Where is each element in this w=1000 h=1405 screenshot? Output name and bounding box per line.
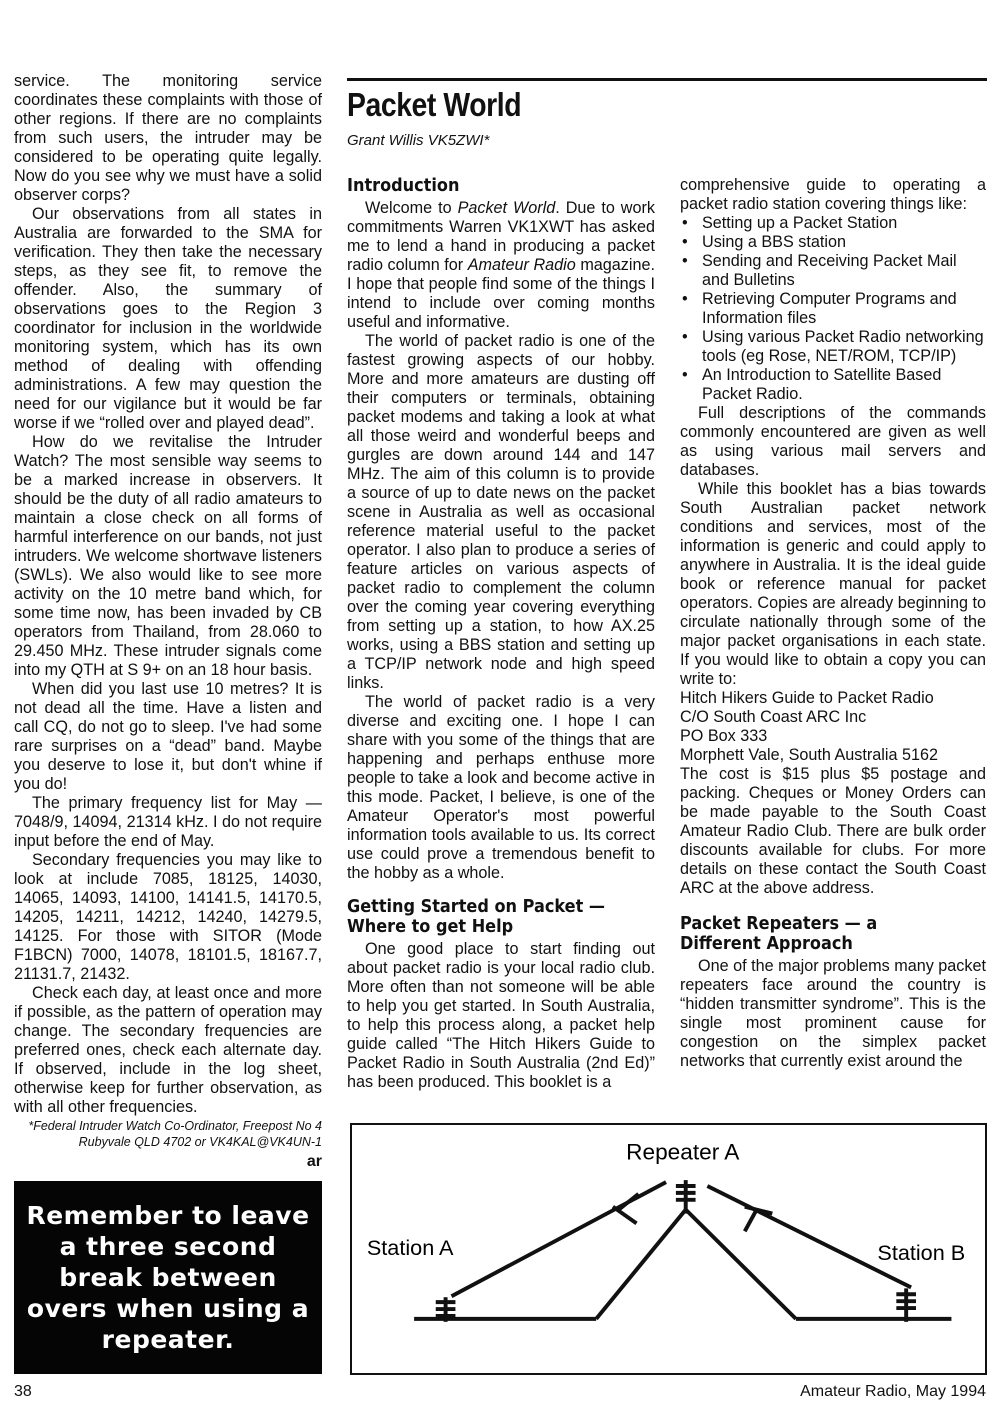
article-title: Packet World (347, 86, 522, 123)
column-intruder-watch (14, 72, 322, 1171)
footnote-line: Rubyvale QLD 4702 or VK4KAL@VK4UN-1 (78, 1135, 322, 1149)
page-number: 38 (14, 1383, 32, 1400)
paragraph: Full descriptions of the commands commonly encountered are given as well as using various mail servers and databases. (680, 404, 986, 479)
signal-path-b (707, 1186, 911, 1287)
address-line: C/O South Coast ARC Inc (680, 708, 867, 726)
sign-off: ar (306, 1153, 322, 1170)
ground-line (596, 1210, 686, 1319)
paragraph: The world of packet radio is a very diverse and exciting one. I hope I can share with you some of the things that are happening and perhaps enthuse more people to take a look and become active in this mode. Packet, I believe, is one of the Amateur Operator's most powerful information tools available to us. Its correct use could prove a tremendous benefit to the hobby as a whole. (347, 693, 655, 882)
paragraph: Secondary frequencies you may like to look at include 7085, 18125, 14030, 14065, 14093, 14100, 14141.5, 14170.5, 14205, 14211, 14212, 14240, 14279.5, 14125. For those with SITOR (Mode F1BCN) 7000, 14078, 18101.5, 18167.7, 21131.7, 21432. (14, 851, 322, 983)
diagram-svg (352, 1125, 985, 1373)
address-line: PO Box 333 (680, 727, 768, 745)
footnote-line: *Federal Intruder Watch Co-Ordinator, Freepost No 4 (28, 1119, 322, 1133)
list-item: • Using a BBS station (680, 233, 986, 252)
hidden-transmitter-diagram (350, 1123, 987, 1375)
publication-footer: Amateur Radio, May 1994 (800, 1383, 986, 1400)
article-byline: Grant Willis VK5ZWI* (347, 132, 490, 149)
list-item: • An Introduction to Satellite Based Packet Radio. (680, 366, 986, 404)
paragraph: Our observations from all states in Australia are forwarded to the SMA for verification. They then take the necessary steps, as they see fit, to remove the offender. Also, the summary of observations goes to the Region 3 coordinator for inclusion in the worldwide monitoring system, which has its own method of dealing with offending administrations. A few may question the need for our vigilance but it would be far worse if we “rolled over and played dead”. (14, 205, 322, 432)
paragraph: Welcome to Packet World. Due to work commitments Warren VK1XWT has asked me to lend a hand in producing a packet radio column for Amateur Radio magazine. I hope that people find some of the things I intend to include over coming months useful and informative. (347, 199, 656, 331)
section-heading-introduction: Introduction (347, 176, 460, 196)
reminder-box (14, 1181, 322, 1374)
paragraph: How do we revitalise the Intruder Watch? The most sensible way seems to be a marked increase in observers. It should be the duty of all radio amateurs to maintain a close check on all forms of harmful interference on our bands, not just intruders. We welcome shortwave listeners (SWLs). We also would like to see more activity on the 10 metre band which, for some time now, has been invaded by CB operators from Thailand, from 28.060 to 29.450 MHz. These intruder signals come into my QTH at S 9+ on an 18 hour basis. (14, 433, 322, 679)
mailing-address (680, 689, 986, 765)
title-rule (347, 78, 987, 81)
paragraph: The world of packet radio is one of the fastest growing aspects of our hobby. More and more amateurs are dusting off their computers or terminals, obtaining packet modems and taking a look at what all those weird and wonderful beeps and gurgles are down around 144 and 147 MHz. The aim of this column is to provide a source of up to date news on the packet scene in Australia as well as occasional reference material useful to the packet operator. I also plan to produce a series of feature articles on various aspects of packet radio to complement the column over the coming year covering everything from setting up a station, to how AX.25 works, using a BBS station and setting up a TCP/IP network node and high speed links. (347, 332, 655, 692)
reminder-text: Remember to leave a three second break between overs when using a repeater. (26, 1201, 310, 1354)
station-a-label: Station A (366, 1234, 454, 1260)
paragraph: While this booklet has a bias towards South Australian packet network conditions and services, most of the information is generic and could apply to anywhere in Australia. It is the ideal guide book or reference manual for packet operators. Copies are already beginning to circulate nationally through some of the major packet organisations in each state. If you would like to obtain a copy you can write to: (680, 480, 986, 688)
list-item: • Sending and Receiving Packet Mail and Bulletins (680, 252, 986, 290)
station-b-antenna-icon (896, 1288, 916, 1321)
guide-topics-list (680, 214, 986, 404)
list-item: • Retrieving Computer Programs and Information files (680, 290, 986, 328)
paragraph: The primary frequency list for May — 7048/9, 14094, 21314 kHz. I do not require input before the end of May. (14, 794, 322, 850)
section-heading-getting-started: Getting Started on Packet — Where to get Help (347, 897, 605, 937)
address-line: Morphett Vale, South Australia 5162 (680, 746, 938, 764)
signal-arrow-b (745, 1207, 773, 1232)
list-item: • Using various Packet Radio networking tools (eg Rose, NET/ROM, TCP/IP) (680, 328, 986, 366)
signal-arrow-a (613, 1194, 639, 1224)
paragraph: One of the major problems many packet repeaters face around the country is “hidden transmitter syndrome”. This is the single most prominent cause for congestion on the simplex packet networks that currently exist around the (680, 957, 986, 1070)
paragraph: service. The monitoring service coordinates these complaints with those of other regions. If there are no complaints from such users, the intruder may be considered to be operating quite legally. Now do you see why we must have a solid observer corps? (14, 72, 322, 204)
list-item: • Setting up a Packet Station (680, 214, 986, 233)
paragraph: One good place to start finding out about packet radio is your local radio club. More often than not someone will be able to help you get started. In South Australia, to help this process along, a packet help guide called “The Hitch Hikers Guide to Packet Radio in South Australia (2nd Ed)” has been produced. This booklet is a (347, 940, 655, 1091)
ground-line (686, 1210, 796, 1319)
section-heading-repeaters: Packet Repeaters — a Different Approach (680, 914, 878, 954)
paragraph: The cost is $15 plus $5 postage and packing. Cheques or Money Orders can be made payable to the South Coast Amateur Radio Club. There are bulk order discounts available for clubs. For more details on these contact the South Coast ARC at the above address. (680, 765, 986, 897)
paragraph: comprehensive guide to operating a packet radio station covering things like: (680, 176, 986, 213)
author-footnote (14, 1118, 322, 1150)
repeater-antenna-icon (676, 1180, 696, 1213)
address-line: Hitch Hikers Guide to Packet Radio (680, 689, 934, 707)
repeater-label: Repeater A (626, 1139, 740, 1165)
paragraph: Check each day, at least once and more if possible, as the pattern of operation may change. The secondary frequencies are preferred ones, check each alternate day. If observed, include in the log sheet, otherwise keep for further observation, as with all other frequencies. (14, 984, 322, 1116)
paragraph: When did you last use 10 metres? It is not dead all the time. Have a listen and call CQ, do not go to sleep. I've had some rare surprises on a “dead” band. Maybe you deserve to lose it, but don't whine if you do! (14, 680, 322, 793)
station-b-label: Station B (877, 1239, 966, 1265)
column-packet-intro (347, 176, 655, 1092)
column-packet-guide (680, 176, 986, 1071)
